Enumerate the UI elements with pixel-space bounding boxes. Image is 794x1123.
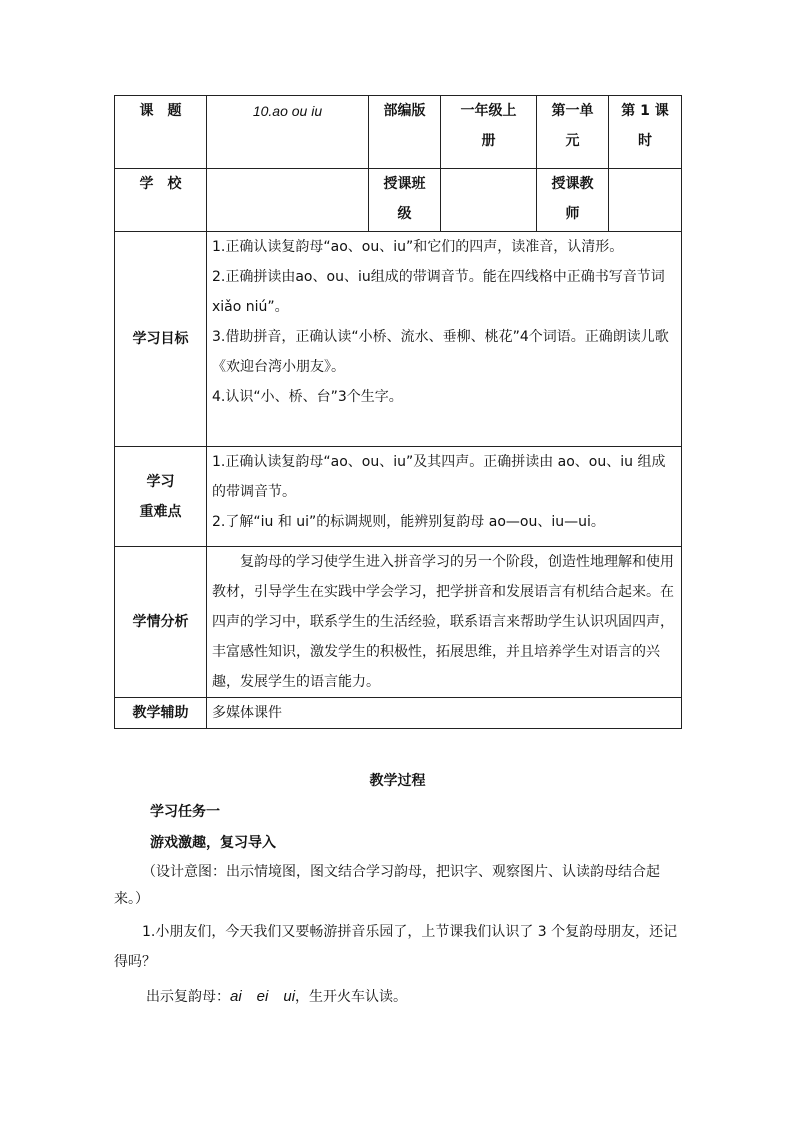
show-suffix: ，生开火车认读。 — [295, 989, 408, 1005]
school-value — [207, 169, 369, 232]
header-row — [115, 96, 682, 169]
teacher-label: 授课教师 — [537, 169, 609, 232]
key-point-item: 1.正确认读复韵母“ao、ou、iu”及其四声。正确拼读由 ao、ou、iu 组成的带调音节。 — [212, 454, 666, 500]
topic-value: 10.ao ou iu — [207, 96, 369, 169]
key-points-label-line1: 学习 — [146, 473, 175, 490]
goal-item: 1.正确认读复韵母“ao、ou、iu”和它们的四声，读准音，认清形。 — [212, 239, 624, 255]
analysis-text: 复韵母的学习使学生进入拼音学习的另一个阶段，创造性地理解和使用教材，引导学生在实践中学会学习，把学拼音和发展语言有机结合起来。在四声的学习中，联系学生的生活经验，联系语言来帮助学生认识巩固四声，丰富感性知识，激发学生的积极性，拓展思维，并且培养学生对语言的兴趣，发展学生的语言能力。 — [212, 554, 674, 690]
key-points-row — [115, 447, 682, 547]
lesson-plan-table — [114, 95, 682, 729]
analysis-content — [207, 547, 682, 698]
goal-item: 3.借助拼音，正确认读“小桥、流水、垂柳、桃花”4个词语。正确朗读儿歌《欢迎台湾小朋友》。 — [212, 329, 669, 375]
task-subtitle: 游戏激趣，复习导入 — [150, 835, 276, 851]
school-label: 学 校 — [115, 169, 207, 232]
show-items: ai ei ui — [230, 988, 296, 1005]
show-finals-line — [114, 983, 681, 1011]
key-points-label-line2: 重难点 — [139, 503, 182, 520]
design-intent: （设计意图：出示情境图，图文结合学习韵母，把识字、观察图片、认读韵母结合起来。） — [114, 864, 660, 907]
process-title: 教学过程 — [369, 773, 426, 789]
teacher-value — [609, 169, 682, 232]
aids-label: 教学辅助 — [115, 698, 207, 729]
grade-cell: 一年级上册 — [441, 96, 537, 169]
key-point-item: 2.了解“iu 和 ui”的标调规则，能辨别复韵母 ao—ou、iu—ui。 — [212, 514, 605, 530]
class-label: 授课班级 — [369, 169, 441, 232]
analysis-label: 学情分析 — [115, 547, 207, 698]
topic-label: 课 题 — [115, 96, 207, 169]
key-points-content — [207, 447, 682, 547]
aids-row — [115, 698, 682, 729]
analysis-row — [115, 547, 682, 698]
goal-item: 2.正确拼读由ao、ou、iu组成的带调音节。能在四线格中正确书写音节词xiǎo niú”。 — [212, 269, 665, 315]
goals-label: 学习目标 — [115, 232, 207, 447]
class-value — [441, 169, 537, 232]
unit-cell: 第一单元 — [537, 96, 609, 169]
school-row — [115, 169, 682, 232]
step-one: 1.小朋友们，今天我们又要畅游拼音乐园了，上节课我们认识了 3 个复韵母朋友，还记得吗？ — [114, 924, 678, 970]
task-heading: 学习任务一 — [150, 804, 220, 820]
key-points-label — [115, 447, 207, 547]
goals-content — [207, 232, 682, 447]
period-cell: 第 1 课时 — [609, 96, 682, 169]
goal-item: 4.认识“小、桥、台”3个生字。 — [212, 389, 403, 405]
show-label: 出示复韵母： — [146, 989, 230, 1005]
aids-value: 多媒体课件 — [207, 698, 682, 729]
edition-cell: 部编版 — [369, 96, 441, 169]
goals-row — [115, 232, 682, 447]
